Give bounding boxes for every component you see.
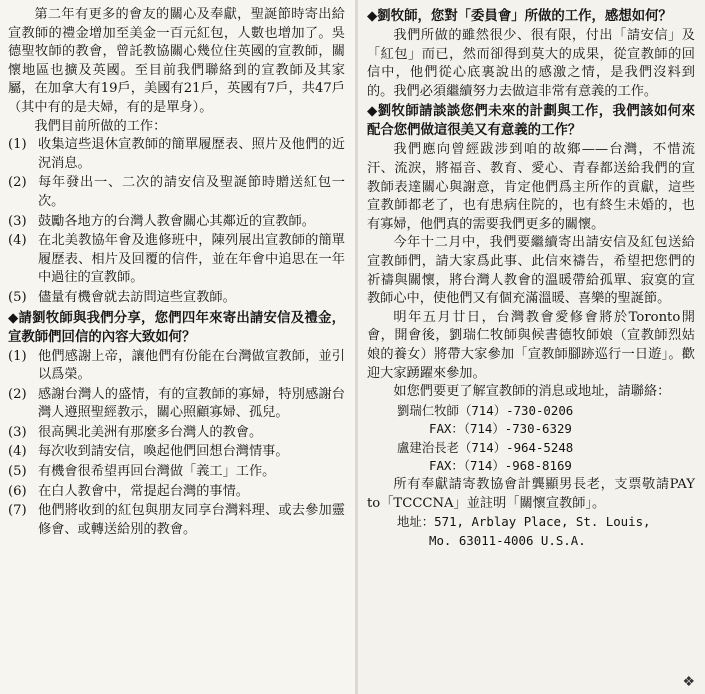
list-item: (3) 很高興北美洲有那麼多台灣人的教會。 bbox=[8, 424, 263, 440]
question-heading: ◆劉牧師請談談您們未來的計劃與工作，我們該如何來配合您們做這很美又有意義的工作？ bbox=[367, 104, 695, 139]
ornament-icon: ❖ bbox=[682, 674, 695, 690]
right-column bbox=[358, 0, 705, 694]
intro-paragraph: 第二年有更多的會友的關心及奉獻，聖誕節時寄出給宣教師的禮金增加至美金一百元紅包，人數也增加了。吳德聖牧師的教會，曾託教協關心幾位住英國的宣教師，關懷地區也擴及英國。至目前我們聯絡到的宣教師及其家屬，在加拿大有19戶，美國有21戶，英國有7戶，共47戶（其中有的是夫婦，有的是單身）。 bbox=[8, 7, 345, 115]
contact-fax: FAX：（714）-730-6329 bbox=[429, 421, 572, 437]
address-line: 地址：571, Arblay Place, St. Louis, bbox=[397, 514, 651, 530]
address-block bbox=[367, 513, 695, 550]
donation-paragraph: 所有奉獻請寄教協會計龔顯男長老，支票敬請PAY to「TCCCNA」並註明「關懷宣教師」。 bbox=[367, 477, 695, 511]
list-item: (7) 他們將收到的紅包與朋友同享台灣料理、或去參加靈修會、或轉送給別的教會。 bbox=[8, 503, 345, 537]
answer-paragraph: 我們所做的雖然很少、很有限，付出「請安信」及「紅包」而已，然而卻得到莫大的成果，從宣教師的回信中，他們從心底裏說出的感激之情，是我們沒料到的。我們必須繼續努力去做這非常有意義的工作。 bbox=[367, 28, 695, 99]
answer-paragraph: 今年十二月中，我們要繼續寄出請安信及紅包送給宣教師們，請大家爲此事、此信來禱告，希望把您們的祈禱與關懷，將台灣人教會的溫暖帶給孤單、寂寞的宣教師心中，使他們又有個充滿溫暖、喜樂的聖誕節。 bbox=[367, 235, 695, 307]
list-item: (3) 鼓勵各地方的台灣人教會關心其鄰近的宣教師。 bbox=[8, 213, 315, 229]
work-heading: 我們目前所做的工作： bbox=[34, 118, 167, 134]
list-item: (1) 他們感謝上帝，讓他們有份能在台灣做宣教師，並引以爲榮。 bbox=[8, 348, 345, 383]
contact-phone: 劉瑞仁牧師（714）-730-0206 bbox=[397, 402, 574, 418]
answer-list bbox=[8, 348, 345, 540]
question-heading: ◆請劉牧師與我們分享，您們四年來寄出請安信及禮金，宣教師們回信的內容大致如何？ bbox=[8, 310, 345, 345]
list-item: (2) 每年發出一、二次的請安信及聖誕節時贈送紅包一次。 bbox=[8, 175, 345, 209]
contact-intro: 如您們要更了解宣教師的消息或地址，請聯絡： bbox=[393, 384, 671, 400]
answer-paragraph: 我們應向曾經跋涉到咱的故鄉——台灣，不惜流汗、流淚，將福音、教育、愛心、青春都送給我們的宣教師表達關心與謝意，肯定他們爲主所作的貢獻，這些宣教師都老了，也有患病住院的，也有終生未婚的，也有寡婦，他們真的需要我們更多的關懷。 bbox=[367, 142, 695, 232]
contact-phone: 盧建治長老（714）-964-5248 bbox=[397, 439, 574, 455]
work-list bbox=[8, 136, 345, 307]
list-item: (2) 感謝台灣人的盛情，有的宣教師的寡婦，特別感謝台灣人遵照聖經教示，關心照顧寡婦、孤兒。 bbox=[8, 386, 345, 421]
list-item: (4) 在北美教協年會及進修班中，陳列展出宣教師的簡單履歷表、相片及回覆的信件，並在年會中追思在一年中過往的宣教師。 bbox=[8, 233, 345, 286]
answer-paragraph: 明年五月廿日，台灣教會愛修會將於Toronto開會，開會後，劉瑞仁牧師與候書德牧師娘（宣教師烈姑娘的養女）將帶大家參加「宣教師腳跡巡行一日遊」。歡迎大家踴躍來參加。 bbox=[367, 309, 695, 381]
list-item: (5) 儘量有機會就去訪問這些宣教師。 bbox=[8, 289, 236, 305]
list-item: (4) 每次收到請安信，喚起他們回想台灣情事。 bbox=[8, 444, 289, 460]
address-line: Mo. 63011-4006 U.S.A. bbox=[429, 532, 586, 548]
contact-fax: FAX：（714）-968-8169 bbox=[429, 458, 572, 474]
list-item: (1) 收集這些退休宣教師的簡單履歷表、照片及他們的近況消息。 bbox=[8, 137, 345, 171]
contact-block bbox=[367, 402, 695, 476]
list-item: (5) 有機會很希望再回台灣做「義工」工作。 bbox=[8, 464, 276, 480]
list-item: (6) 在白人教會中，常提起台灣的事情。 bbox=[8, 483, 249, 499]
question-heading: ◆劉牧師，您對「委員會」所做的工作，感想如何？ bbox=[367, 9, 672, 24]
